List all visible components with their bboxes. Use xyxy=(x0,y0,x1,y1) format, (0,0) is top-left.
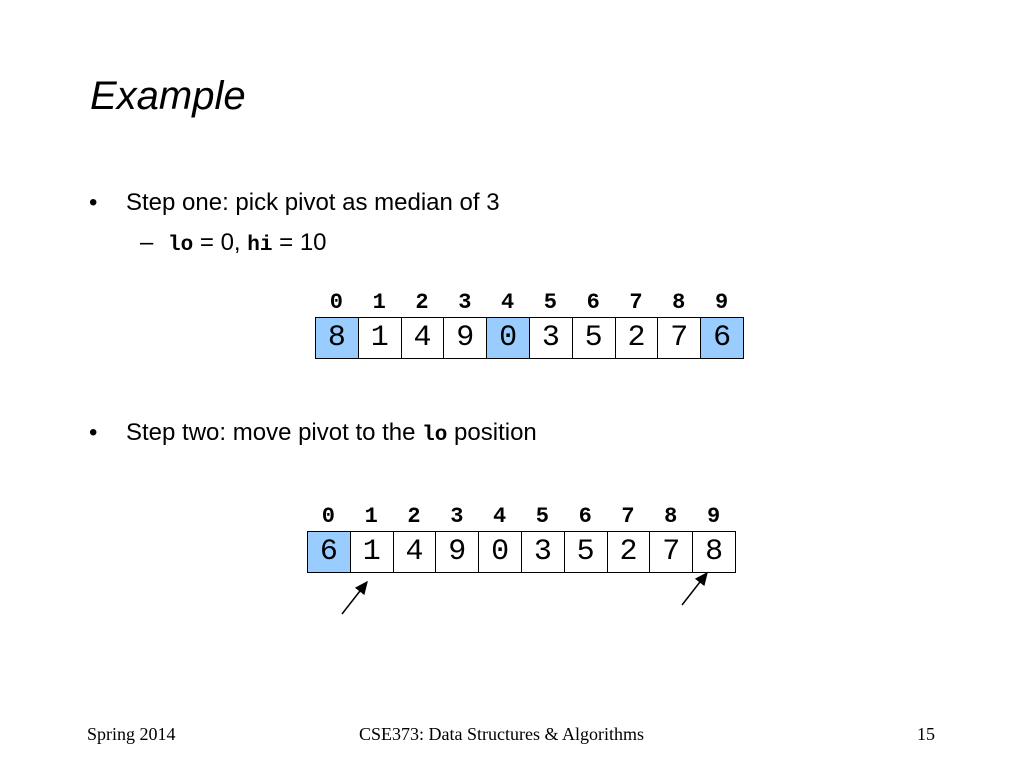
bullet-step-two xyxy=(89,418,537,451)
array-index: 6 xyxy=(586,290,600,315)
array-cell: 3 xyxy=(530,318,573,358)
array-after xyxy=(307,503,736,573)
array-index: 3 xyxy=(458,290,472,315)
lo-code: lo xyxy=(168,234,194,257)
cell-row xyxy=(307,531,736,573)
array-index: 2 xyxy=(407,504,421,529)
cell-row xyxy=(315,317,744,359)
footer-center: CSE373: Data Structures & Algorithms xyxy=(359,724,644,744)
array-index: 7 xyxy=(621,504,635,529)
array-index: 2 xyxy=(415,290,429,315)
array-index: 9 xyxy=(706,504,721,529)
array-index: 7 xyxy=(629,290,643,315)
array-cell: 2 xyxy=(616,318,659,358)
array-cell: 7 xyxy=(658,318,701,358)
array-index: 6 xyxy=(578,504,592,529)
array-cell: 6 xyxy=(308,532,351,572)
array-cell: 3 xyxy=(522,532,565,572)
bullet-text-before: Step two: move pivot to the xyxy=(126,419,423,446)
array-cell: 6 xyxy=(701,318,743,358)
array-index: 1 xyxy=(364,504,378,529)
array-index: 4 xyxy=(492,504,507,529)
bullet-marker: • xyxy=(89,419,98,446)
lo-code: lo xyxy=(422,424,448,447)
array-index: 0 xyxy=(321,504,335,529)
array-cell: 5 xyxy=(565,532,608,572)
slide-title: Example xyxy=(90,74,246,118)
array-cell: 8 xyxy=(693,532,735,572)
arrow-to-hi-icon xyxy=(682,573,707,605)
index-row xyxy=(315,289,744,317)
array-cell: 0 xyxy=(487,318,530,358)
hi-value: = 10 xyxy=(272,229,327,256)
bullet-text: Step one: pick pivot as median of 3 xyxy=(126,189,500,216)
array-cell: 0 xyxy=(479,532,522,572)
arrow-to-lo-icon xyxy=(342,582,367,614)
array-cell: 4 xyxy=(394,532,437,572)
array-cell: 1 xyxy=(359,318,402,358)
array-index: 8 xyxy=(672,290,686,315)
array-index: 5 xyxy=(543,290,557,315)
array-cell: 1 xyxy=(351,532,394,572)
index-row xyxy=(307,503,736,531)
bullet-marker: • xyxy=(89,189,98,216)
sub-bullet-marker: – xyxy=(140,229,154,256)
bullet-step-one xyxy=(89,188,500,218)
footer-page-number: 15 xyxy=(917,724,935,744)
array-index: 3 xyxy=(450,504,464,529)
array-index: 9 xyxy=(714,290,729,315)
array-cell: 9 xyxy=(444,318,487,358)
array-index: 0 xyxy=(329,290,343,315)
array-cell: 8 xyxy=(316,318,359,358)
array-cell: 7 xyxy=(650,532,693,572)
array-index: 4 xyxy=(500,290,515,315)
array-cell: 9 xyxy=(436,532,479,572)
array-before xyxy=(315,289,744,359)
array-cell: 4 xyxy=(402,318,445,358)
bullet-text-after: position xyxy=(447,419,537,446)
array-index: 1 xyxy=(372,290,386,315)
array-cell: 2 xyxy=(608,532,651,572)
footer-left: Spring 2014 xyxy=(87,724,176,744)
array-index: 5 xyxy=(535,504,549,529)
array-index: 8 xyxy=(664,504,678,529)
array-cell: 5 xyxy=(573,318,616,358)
lo-value: = 0, xyxy=(193,229,248,256)
hi-code: hi xyxy=(247,234,273,257)
sub-bullet-lo-hi xyxy=(140,228,327,261)
